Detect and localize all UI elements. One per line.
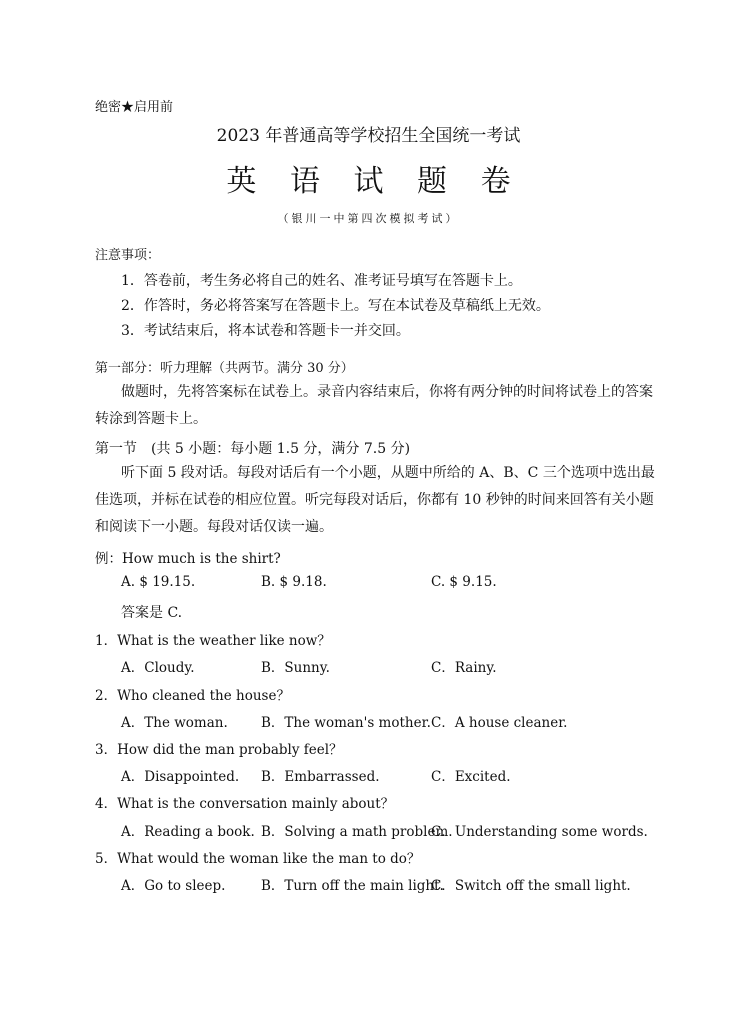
- question-1-option-b: B．Sunny.: [261, 660, 330, 676]
- question-3-option-a: A．Disappointed.: [121, 769, 240, 785]
- question-5-option-a: A．Go to sleep.: [121, 878, 226, 894]
- notice-item: 1．答卷前，考生务必将自己的姓名、准考证号填写在答题卡上。: [121, 273, 522, 289]
- main-title: 英 语 试 题 卷: [226, 164, 523, 199]
- question-2-option-c: C．A house cleaner.: [431, 715, 568, 731]
- subtitle: （银川一中第四次模拟考试）: [277, 212, 460, 225]
- question-3-option-c: C．Excited.: [431, 769, 511, 785]
- exam-title: 2023 年普通高等学校招生全国统一考试: [216, 126, 521, 146]
- question-4-option-a: A．Reading a book.: [121, 824, 255, 840]
- question-4: 4．What is the conversation mainly about？: [95, 796, 395, 812]
- section1-title: 第一节 (共 5 小题：每小题 1.5 分，满分 7.5 分): [95, 441, 411, 457]
- question-2-option-b: B．The woman's mother.: [261, 715, 431, 731]
- question-3: 3．How did the man probably feel？: [95, 742, 343, 758]
- question-4-option-c: C．Understanding some words.: [431, 824, 648, 840]
- question-2-option-a: A．The woman.: [121, 715, 228, 731]
- question-5: 5．What would the woman like the man to do？: [95, 851, 421, 867]
- confidential-label: 绝密★启用前: [95, 100, 174, 115]
- question-4-option-b: B．Solving a math problem.: [261, 824, 453, 840]
- question-5-option-c: C．Switch off the small light.: [431, 878, 631, 894]
- notice-item: 2．作答时，务必将答案写在答题卡上。写在本试卷及草稿纸上无效。: [121, 298, 550, 314]
- example-option-b: B. $ 9.18.: [261, 574, 327, 590]
- question-3-option-b: B．Embarrassed.: [261, 769, 380, 785]
- notice-heading: 注意事项：: [95, 248, 161, 263]
- part1-title: 第一部分：听力理解（共两节。满分 30 分）: [95, 361, 354, 376]
- question-1-option-a: A．Cloudy.: [121, 660, 195, 676]
- question-5-option-b: B．Turn off the main light.: [261, 878, 444, 894]
- example-option-c: C. $ 9.15.: [431, 574, 497, 590]
- part1-intro: 做题时，先将答案标在试卷上。录音内容结束后，你将有两分钟的时间将试卷上的答案转涂到答题卡上。: [95, 384, 653, 427]
- notice-item: 3．考试结束后，将本试卷和答题卡一并交回。: [121, 323, 410, 339]
- section1-instructions: 听下面 5 段对话。每段对话后有一个小题，从题中所给的 A、B、C 三个选项中选出最佳选项，并标在试卷的相应位置。听完每段对话后，你都有 10 秒钟的时间来回答有关小题和阅读下一小题。每段对话仅读一遍。: [95, 465, 655, 535]
- question-1-option-c: C．Rainy.: [431, 660, 497, 676]
- question-1: 1．What is the weather like now？: [95, 633, 331, 649]
- example-option-a: A. $ 19.15.: [121, 574, 196, 590]
- example-answer: 答案是 C.: [121, 605, 183, 621]
- question-2: 2．Who cleaned the house？: [95, 688, 290, 704]
- example-question: 例：How much is the shirt?: [95, 551, 281, 567]
